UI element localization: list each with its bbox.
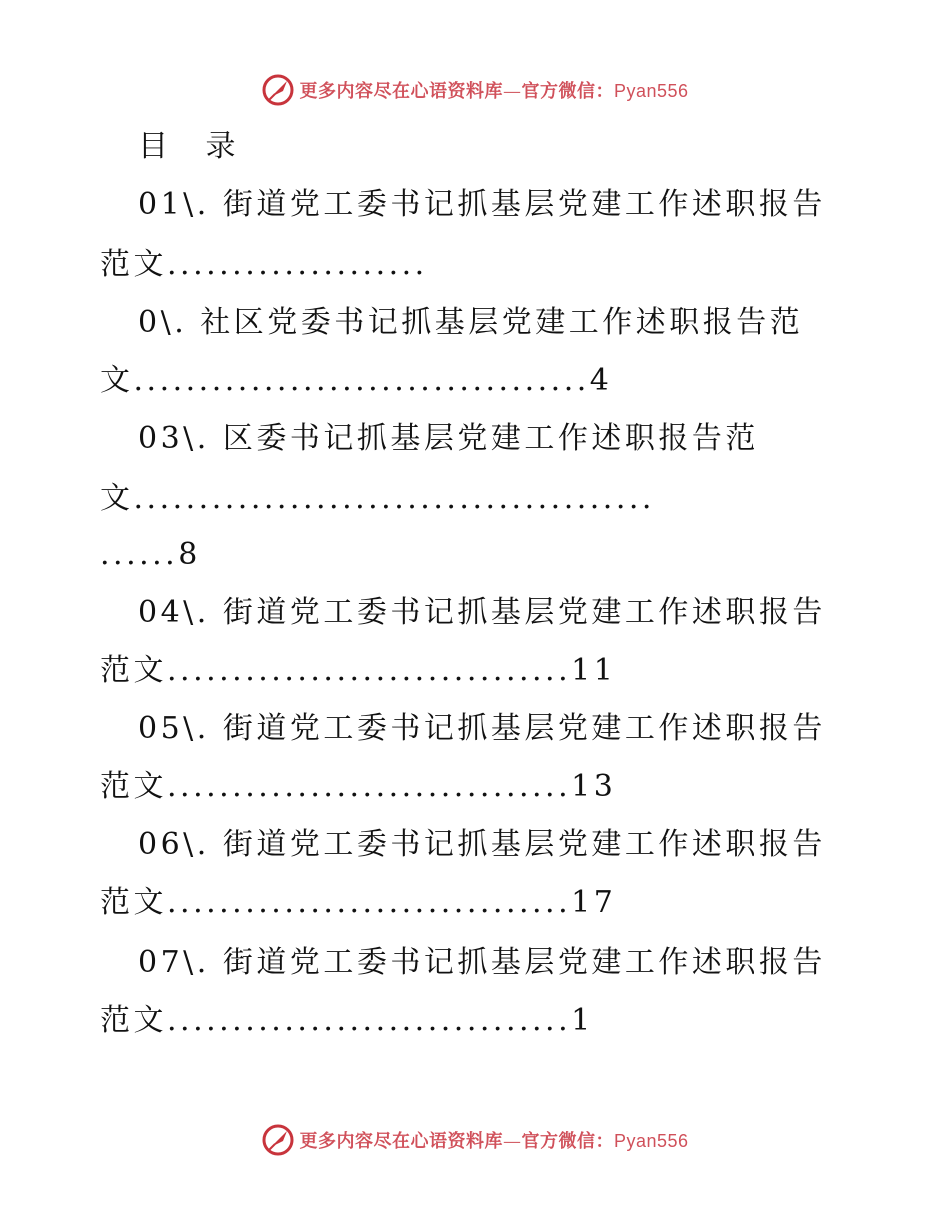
toc-entry-6-title: 06\. 街道党工委书记抓基层党建工作述职报告 (138, 827, 826, 862)
header-banner-text (299, 77, 688, 103)
footer-banner (0, 1120, 950, 1160)
footer-banner-text (299, 1127, 688, 1153)
header-banner-wechat-id: Pyan556 (613, 81, 689, 101)
toc-entry-4-leader: 范文...............................11 (100, 653, 617, 688)
footer-banner-main: 更多内容尽在心语资料库 (299, 1131, 503, 1152)
toc-title: 目 录 (138, 129, 250, 164)
toc-entry-6-leader: 范文...............................17 (100, 885, 617, 920)
header-banner (0, 70, 950, 110)
toc-entry-1-title: 01\. 街道党工委书记抓基层党建工作述职报告 (138, 187, 826, 222)
header-banner-sep: — (502, 81, 522, 102)
header-banner-main: 更多内容尽在心语资料库 (299, 81, 503, 102)
footer-banner-wechat-label: 官方微信： (521, 1131, 614, 1152)
header-banner-wechat-label: 官方微信： (521, 81, 614, 102)
toc-entry-2-leader: 文...................................4 (100, 363, 613, 398)
footer-banner-wechat-id: Pyan556 (613, 1131, 689, 1151)
toc-entry-3-title: 03\. 区委书记抓基层党建工作述职报告范 (138, 421, 759, 456)
footer-banner-sep: — (502, 1131, 522, 1152)
toc-entry-3-leader-cont: ......8 (100, 537, 201, 572)
quill-logo-icon (261, 1123, 295, 1157)
toc-entry-3-leader: 文........................................ (100, 481, 655, 516)
toc-entry-1-leader: 范文.................... (100, 247, 428, 282)
quill-logo-icon (261, 73, 295, 107)
toc-entry-4-title: 04\. 街道党工委书记抓基层党建工作述职报告 (138, 595, 826, 630)
toc-entry-5-leader: 范文...............................13 (100, 769, 617, 804)
toc-entry-5-title: 05\. 街道党工委书记抓基层党建工作述职报告 (138, 711, 826, 746)
toc-entry-7-title: 07\. 街道党工委书记抓基层党建工作述职报告 (138, 945, 826, 980)
toc-entry-2-title: 0\. 社区党委书记抓基层党建工作述职报告范 (138, 305, 804, 340)
toc-entry-7-leader: 范文...............................1 (100, 1003, 594, 1038)
